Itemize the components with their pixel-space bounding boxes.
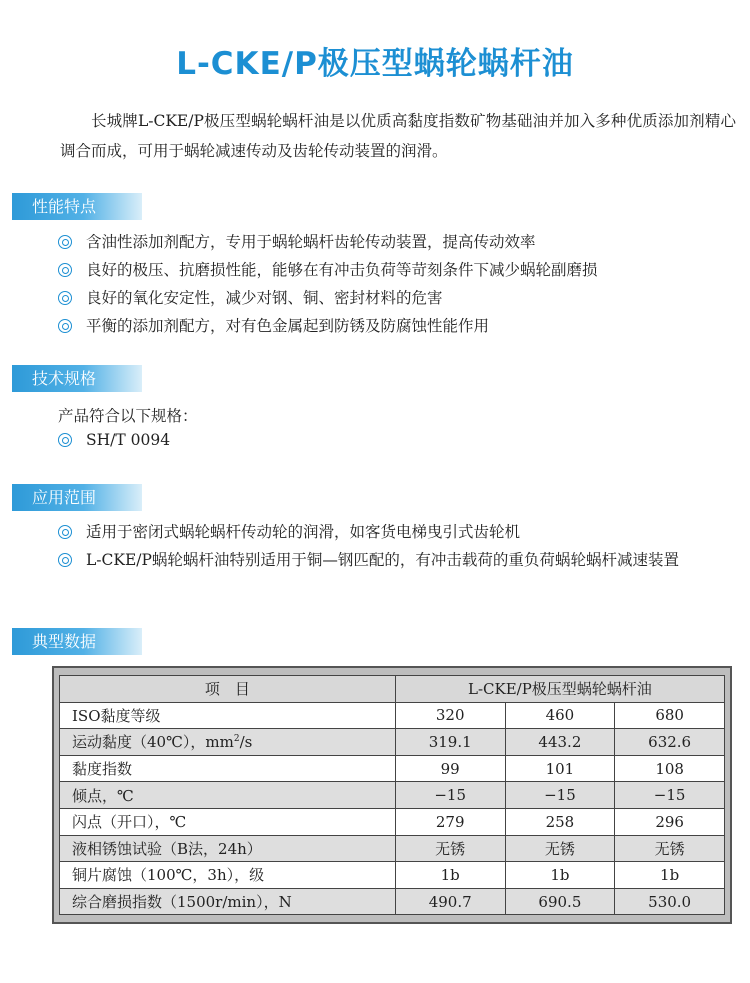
list-item: 平衡的添加剂配方，对有色金属起到防锈及防腐蚀性能作用 (58, 312, 738, 340)
double-circle-bullet-icon (58, 433, 72, 447)
typical-data-table-frame (52, 666, 732, 924)
list-item: 含油性添加剂配方，专用于蜗轮蜗杆齿轮传动装置，提高传动效率 (58, 228, 738, 256)
table-row: ISO黏度等级 320 460 680 (60, 702, 725, 729)
typical-data-table (59, 675, 725, 915)
double-circle-bullet-icon (58, 525, 72, 539)
table-row: 铜片腐蚀（100℃，3h），级 1b 1b 1b (60, 862, 725, 889)
double-circle-bullet-icon (58, 553, 72, 567)
intro-paragraph: 长城牌L-CKE/P极压型蜗轮蜗杆油是以优质高黏度指数矿物基础油并加入多种优质添加剂精心调合而成，可用于蜗轮减速传动及齿轮传动装置的润滑。 (60, 112, 736, 160)
table-row: 综合磨损指数（1500r/min），N 490.7 690.5 530.0 (60, 888, 725, 915)
spec-list (58, 426, 738, 454)
table-header-item: 项 目 (60, 676, 396, 703)
table-row: 倾点，℃ −15 −15 −15 (60, 782, 725, 809)
table-row: 黏度指数 99 101 108 (60, 755, 725, 782)
list-item: L-CKE/P蜗轮蜗杆油特别适用于铜—钢匹配的，有冲击载荷的重负荷蜗轮蜗杆减速装置 (58, 546, 738, 574)
section-heading-data: 典型数据 (12, 628, 142, 655)
performance-list (58, 228, 738, 340)
spec-lead-text: 产品符合以下规格： (58, 407, 198, 425)
double-circle-bullet-icon (58, 291, 72, 305)
page-title: L-CKE/P极压型蜗轮蜗杆油 (176, 46, 574, 82)
double-circle-bullet-icon (58, 319, 72, 333)
table-row: 液相锈蚀试验（B法，24h） 无锈 无锈 无锈 (60, 835, 725, 862)
table-header-row (60, 676, 725, 703)
table-row: 运动黏度（40℃），$mm^2/s$ 319.1 443.2 632.6 (60, 729, 725, 756)
list-item: 适用于密闭式蜗轮蜗杆传动轮的润滑，如客货电梯曳引式齿轮机 (58, 518, 738, 546)
double-circle-bullet-icon (58, 263, 72, 277)
table-header-product: L-CKE/P极压型蜗轮蜗杆油 (395, 676, 724, 703)
table-row: 闪点（开口），℃ 279 258 296 (60, 808, 725, 835)
application-list (58, 518, 738, 574)
section-heading-performance: 性能特点 (12, 193, 142, 220)
list-item: 良好的氧化安定性，减少对钢、铜、密封材料的危害 (58, 284, 738, 312)
double-circle-bullet-icon (58, 235, 72, 249)
list-item: 良好的极压、抗磨损性能，能够在有冲击负荷等苛刻条件下减少蜗轮副磨损 (58, 256, 738, 284)
list-item: SH/T 0094 (58, 426, 738, 454)
section-heading-spec: 技术规格 (12, 365, 142, 392)
section-heading-application: 应用范围 (12, 484, 142, 511)
